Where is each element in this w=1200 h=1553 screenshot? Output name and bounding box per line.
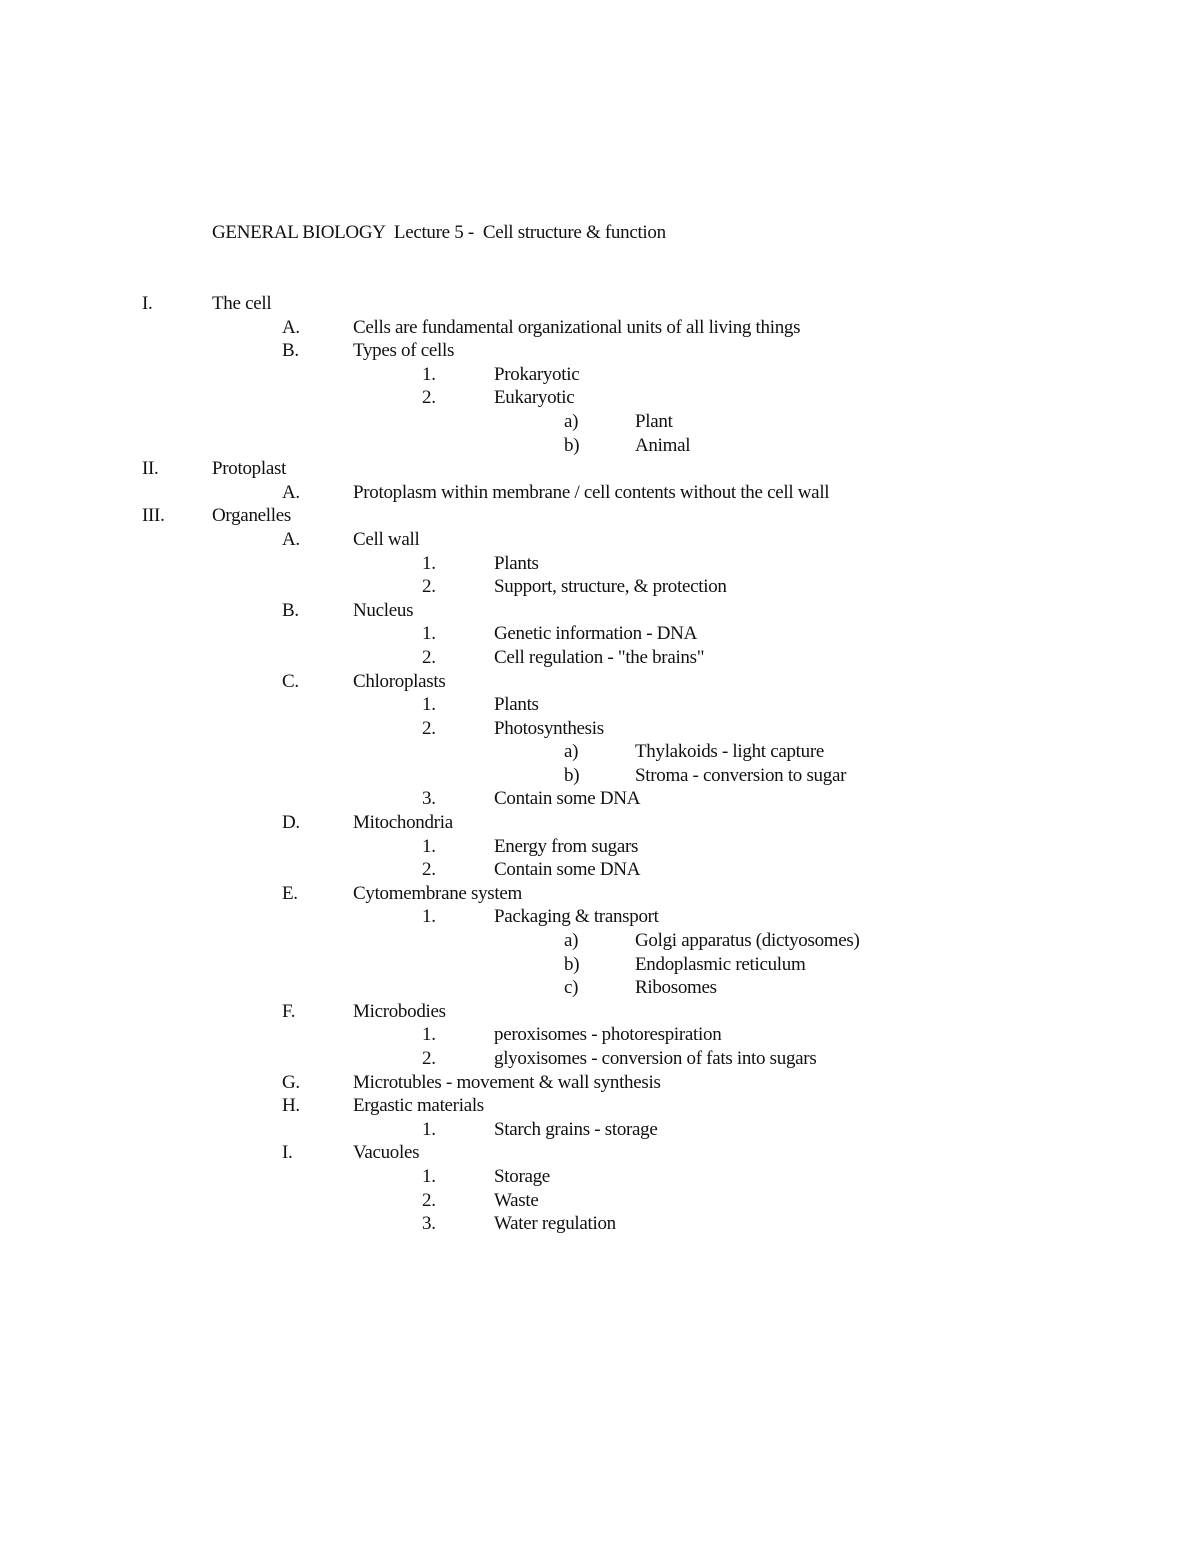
outline-item-level-0	[0, 504, 1200, 528]
outline-item-level-2	[0, 693, 1200, 717]
outline-item-level-3	[0, 976, 1200, 1000]
outline-text: Types of cells	[353, 340, 455, 362]
outline-marker: 1.	[422, 694, 436, 716]
outline-marker: b)	[564, 434, 580, 456]
outline-text: Ergastic materials	[353, 1095, 484, 1117]
outline-item-level-3	[0, 740, 1200, 764]
outline-text: Contain some DNA	[494, 788, 641, 810]
outline-marker: 2.	[422, 1189, 436, 1211]
outline-text: Nucleus	[353, 599, 414, 621]
outline-marker: II.	[142, 458, 159, 480]
outline-text: Thylakoids - light capture	[635, 741, 825, 763]
outline-marker: I.	[142, 293, 153, 314]
outline-text: Chloroplasts	[353, 670, 446, 692]
outline-marker: 1.	[422, 1118, 436, 1140]
outline-marker: a)	[564, 930, 579, 952]
outline-item-level-0	[0, 457, 1200, 481]
outline-marker: 1.	[422, 552, 436, 574]
outline-item-level-3	[0, 410, 1200, 434]
outline-item-level-2	[0, 1189, 1200, 1213]
outline-text: Cells are fundamental organizational units of all living things	[353, 316, 801, 338]
outline-text: Protoplast	[212, 458, 287, 480]
outline-text: peroxisomes - photorespiration	[494, 1024, 722, 1046]
outline-text: Plant	[635, 410, 673, 432]
outline-marker: a)	[564, 741, 579, 763]
outline-marker: 3.	[422, 1213, 436, 1235]
outline-marker: 1.	[422, 363, 436, 385]
outline-text: Animal	[635, 434, 691, 456]
outline-marker: 1.	[422, 1165, 436, 1187]
outline-text: Water regulation	[494, 1213, 616, 1235]
outline-item-level-2	[0, 1047, 1200, 1071]
outline-item-level-2	[0, 552, 1200, 576]
outline-text: Microbodies	[353, 1000, 446, 1022]
outline-marker: 2.	[422, 1048, 436, 1069]
outline-text: Protoplasm within membrane / cell contents without the cell wall	[353, 481, 830, 503]
outline-item-level-1	[0, 339, 1200, 363]
outline-text: Cytomembrane system	[353, 882, 522, 904]
outline-marker: B.	[282, 599, 299, 621]
outline-item-level-2	[0, 717, 1200, 741]
outline-item-level-0	[0, 292, 1200, 316]
outline-text: Storage	[494, 1165, 550, 1187]
outline-item-level-3	[0, 929, 1200, 953]
outline-item-level-2	[0, 1023, 1200, 1047]
outline-text: Waste	[494, 1189, 539, 1211]
outline-marker: D.	[282, 812, 300, 834]
outline-text: Stroma - conversion to sugar	[635, 764, 847, 786]
outline-text: Vacuoles	[353, 1142, 420, 1164]
outline-text: Prokaryotic	[494, 363, 580, 385]
outline-marker: F.	[282, 1000, 296, 1022]
outline-item-level-1	[0, 670, 1200, 694]
outline-marker: 1.	[422, 906, 436, 928]
outline-text: Plants	[494, 694, 539, 716]
outline-marker: A.	[282, 316, 300, 338]
outline-marker: c)	[564, 977, 579, 999]
outline-marker: B.	[282, 340, 299, 362]
outline-text: Plants	[494, 552, 539, 574]
outline-text: Eukaryotic	[494, 387, 575, 409]
outline-item-level-3	[0, 764, 1200, 788]
outline-marker: 2.	[422, 576, 436, 598]
outline-text: Organelles	[212, 505, 291, 527]
outline-item-level-2	[0, 858, 1200, 882]
outline-text: Endoplasmic reticulum	[635, 953, 806, 975]
outline-text: Contain some DNA	[494, 859, 641, 881]
outline-item-level-2	[0, 787, 1200, 811]
outline-text: Genetic information - DNA	[494, 623, 698, 645]
outline-text: Ribosomes	[635, 977, 717, 999]
outline-text: Packaging & transport	[494, 906, 659, 928]
outline-marker: 3.	[422, 788, 436, 810]
outline-marker: 2.	[422, 717, 436, 739]
outline-marker: 1.	[422, 835, 436, 857]
outline-marker: 2.	[422, 859, 436, 881]
outline-marker: 1.	[422, 1024, 436, 1046]
outline-marker: a)	[564, 410, 579, 432]
outline-item-level-2	[0, 386, 1200, 410]
outline-text: glyoxisomes - conversion of fats into sugars	[494, 1048, 817, 1069]
outline-text: Photosynthesis	[494, 717, 604, 739]
outline-item-level-1	[0, 1071, 1200, 1095]
outline-item-level-2	[0, 646, 1200, 670]
outline-item-level-1	[0, 811, 1200, 835]
outline-item-level-1	[0, 316, 1200, 340]
outline-item-level-1	[0, 882, 1200, 906]
outline-item-level-2	[0, 1165, 1200, 1189]
outline-marker: I.	[282, 1142, 293, 1164]
outline-item-level-1	[0, 481, 1200, 505]
outline-marker: C.	[282, 670, 299, 692]
outline-text: Energy from sugars	[494, 835, 639, 857]
outline-item-level-1	[0, 1141, 1200, 1165]
outline-text: Starch grains - storage	[494, 1118, 658, 1140]
outline-text: Cell wall	[353, 528, 420, 550]
outline-marker: b)	[564, 953, 580, 975]
outline-text: The cell	[212, 293, 272, 314]
outline-item-level-1	[0, 1000, 1200, 1024]
outline-item-level-2	[0, 622, 1200, 646]
outline-marker: b)	[564, 764, 580, 786]
outline-item-level-3	[0, 953, 1200, 977]
outline-text: Microtubles - movement & wall synthesis	[353, 1071, 661, 1093]
outline-item-level-1	[0, 1094, 1200, 1118]
outline-text: Cell regulation - "the brains"	[494, 646, 705, 668]
outline-marker: 1.	[422, 623, 436, 645]
outline-marker: A.	[282, 481, 300, 503]
outline-marker: III.	[142, 505, 165, 527]
outline-item-level-2	[0, 1212, 1200, 1236]
outline-text: Support, structure, & protection	[494, 576, 727, 598]
outline-marker: A.	[282, 528, 300, 550]
outline-item-level-2	[0, 835, 1200, 859]
outline-item-level-3	[0, 434, 1200, 458]
outline-marker: 2.	[422, 387, 436, 409]
outline-text: Mitochondria	[353, 812, 453, 834]
outline-item-level-1	[0, 599, 1200, 623]
outline-item-level-2	[0, 363, 1200, 387]
outline-marker: 2.	[422, 646, 436, 668]
outline-item-level-1	[0, 528, 1200, 552]
outline-text: Golgi apparatus (dictyosomes)	[635, 930, 860, 952]
document-title: GENERAL BIOLOGY Lecture 5 - Cell structure & function	[212, 222, 666, 243]
outline-item-level-2	[0, 905, 1200, 929]
lecture-outline	[0, 292, 1200, 1236]
outline-marker: G.	[282, 1071, 300, 1093]
outline-marker: E.	[282, 882, 298, 904]
outline-marker: H.	[282, 1095, 300, 1117]
outline-item-level-2	[0, 575, 1200, 599]
outline-item-level-2	[0, 1118, 1200, 1142]
